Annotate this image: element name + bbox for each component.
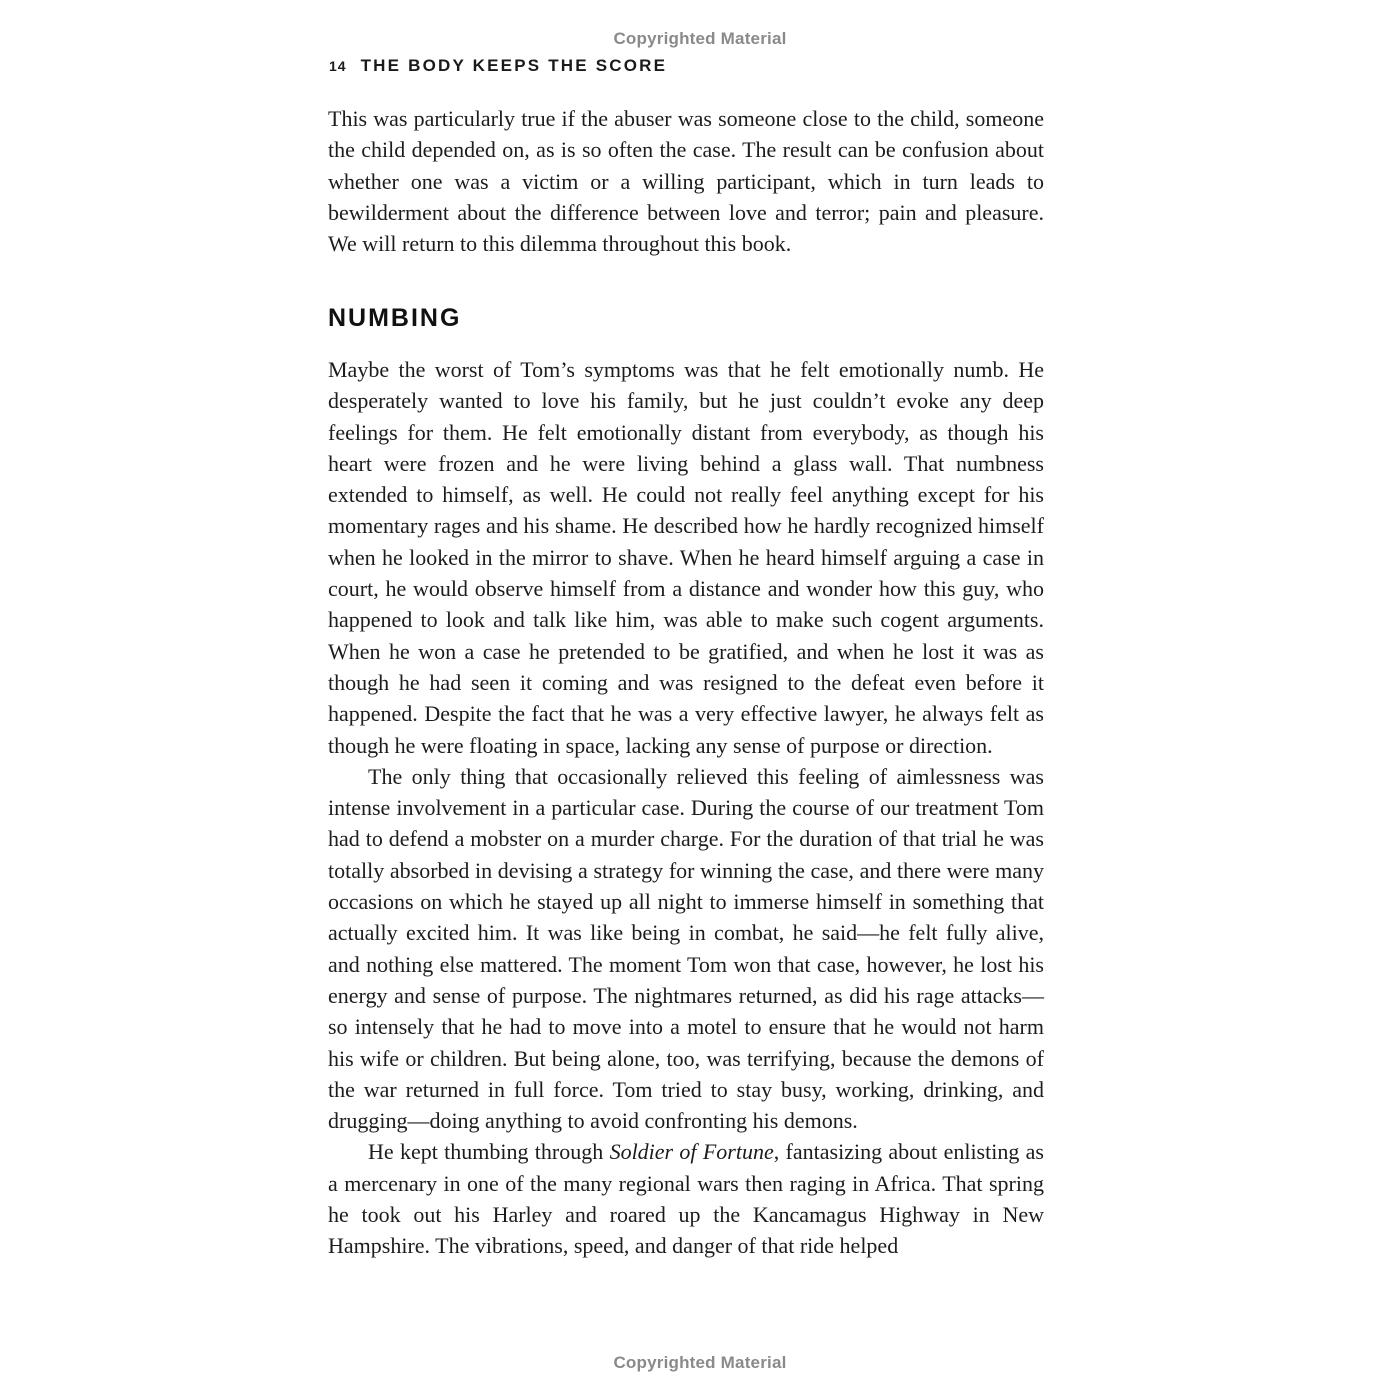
body-paragraph-1: Maybe the worst of Tom’s symptoms was that he felt emotionally numb. He desperately wanted to love his family, but he just couldn’t evoke any deep feelings for them. He felt emotionally distant from everybody, as though his heart were frozen and he were living behind a glass wall. That numbness extended to himself, as well. He could not really feel anything except for his momentary rages and his shame. He described how he hardly recognized himself when he looked in the mirror to shave. When he heard himself arguing a case in court, he would observe himself from a distance and wonder how this guy, who happened to look and talk like him, was able to make such cogent arguments. When he won a case he pretended to be gratified, and when he lost it was as though he had seen it coming and was resigned to the defeat even before it happened. Despite the fact that he was a very effective lawyer, he always felt as though he were floating in space, lacking any sense of purpose or direction. [328,357,1044,758]
body-paragraph-2: The only thing that occasionally relieved this feeling of aimlessness was intense involvement in a particular case. During the course of our treatment Tom had to defend a mobster on a murder charge. For the duration of that trial he was totally absorbed in devising a strategy for winning the case, and there were many occasions on which he stayed up all night to immerse himself in something that actually excited him. It was like being in combat, he said—he felt fully alive, and nothing else mattered. The moment Tom won that case, however, he lost his energy and sense of purpose. The nightmares returned, as did his rage attacks—so intensely that he had to move into a motel to ensure that he would not harm his wife or children. But being alone, too, was terrifying, because the demons of the war returned in full force. Tom tried to stay busy, working, drinking, and drugging—doing anything to avoid confronting his demons. [328,763,1044,1134]
book-title: THE BODY KEEPS THE SCORE [360,56,668,75]
continued-paragraph: This was particularly true if the abuser was someone close to the child, someone the child depended on, as is so often the case. The result can be confusion about whether one was a victim or a willing participant, which in turn leads to bewilderment about the difference between love and terror; pain and pleasure. We will return to this dilemma throughout this book. [328,106,1044,257]
continued-text-block [328,103,1044,259]
paragraph-text-after-title: , fantasizing about enlisting as a mercenary in one of the many regional wars then raging in Africa. That spring he took out his Harley and roared up the Kancamagus Highway in New Hampshire. The vibrations, speed, and danger of that ride helped [328,1139,1044,1259]
copyright-watermark-top: Copyrighted Material [613,29,787,48]
section-body [328,354,1044,1262]
magazine-title: Soldier of Fortune [609,1139,774,1165]
page-number: 14 [329,58,347,74]
copyright-watermark-bottom: Copyrighted Material [613,1353,787,1372]
running-head [329,56,667,76]
body-paragraph-3 [328,1136,1044,1261]
paragraph-text-before-title: He kept thumbing through [368,1139,610,1165]
section-heading: NUMBING [328,304,462,332]
